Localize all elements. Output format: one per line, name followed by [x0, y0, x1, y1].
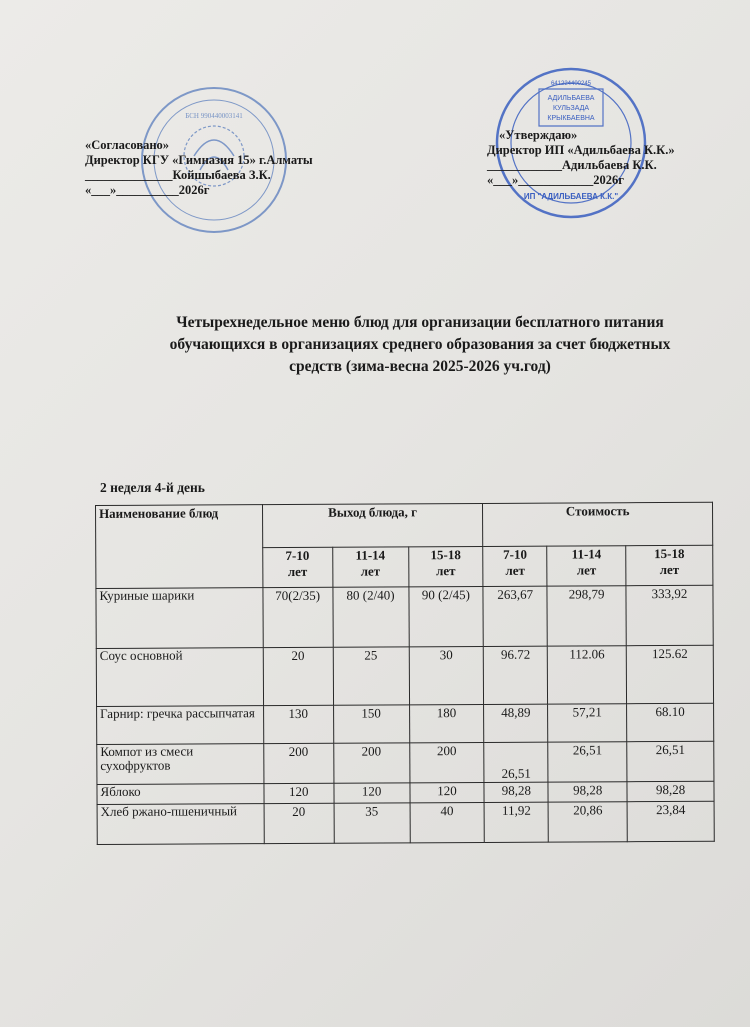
table-row — [96, 585, 713, 648]
cost-cell: 48,89 — [484, 704, 548, 742]
yield-cell: 20 — [264, 803, 334, 843]
approval-left-signature: ______________Койшыбаева З.К. — [85, 168, 271, 182]
approval-right — [487, 128, 675, 188]
svg-text:АДИЛЬБАЕВА: АДИЛЬБАЕВА — [547, 95, 595, 102]
svg-text:ИП "АДИЛЬБАЕВА К.К.": ИП "АДИЛЬБАЕВА К.К." — [523, 192, 619, 201]
dish-name: Гарнир: гречка рассыпчатая — [97, 706, 264, 745]
cost-cell: 333,92 — [626, 585, 713, 645]
title-line: Четырехнедельное меню блюд для организации бесплатного питания — [176, 314, 664, 331]
cost-cell: 26,51 — [484, 742, 548, 782]
header-age-group: 7-10 лет — [262, 547, 332, 587]
header-cost: Стоимость — [483, 502, 713, 546]
svg-text:641224400245: 641224400245 — [550, 81, 592, 87]
approval-left-position: Директор КГУ «Гимназия 15» г.Алматы — [85, 153, 313, 167]
approval-right-date: «___»____________2026г — [487, 173, 624, 187]
cost-cell: 263,67 — [483, 586, 547, 646]
yield-cell: 20 — [263, 647, 333, 705]
table-row — [97, 741, 714, 784]
cost-cell: 98,28 — [627, 781, 714, 801]
title-line: средств (зима-весна 2025-2026 уч.год) — [289, 358, 551, 375]
header-age-group: 11-14 лет — [547, 546, 626, 586]
approval-right-position: Директор ИП «Адильбаева К.К.» — [487, 143, 675, 157]
yield-cell: 25 — [333, 647, 409, 705]
cost-cell: 23,84 — [627, 801, 714, 841]
yield-cell: 200 — [263, 743, 333, 783]
yield-cell: 40 — [410, 802, 485, 842]
yield-cell: 70(2/35) — [263, 587, 333, 647]
cost-cell: 98,28 — [548, 782, 627, 802]
header-dish-name: Наименование блюд — [96, 505, 263, 589]
cost-cell: 112.06 — [548, 646, 627, 704]
yield-cell: 130 — [263, 705, 333, 743]
header-yield: Выход блюда, г — [262, 503, 483, 547]
dish-name: Соус основной — [96, 648, 263, 707]
yield-cell: 150 — [333, 705, 409, 743]
cost-cell: 96.72 — [484, 646, 548, 704]
yield-cell: 90 (2/45) — [408, 586, 483, 646]
menu-table — [95, 502, 715, 845]
approval-left — [85, 138, 313, 198]
yield-cell: 80 (2/40) — [333, 587, 409, 647]
yield-cell: 180 — [409, 704, 484, 742]
yield-cell: 200 — [333, 743, 409, 783]
yield-cell: 30 — [409, 646, 484, 704]
title-line: обучающихся в организациях среднего образования за счет бюджетных — [169, 336, 671, 353]
cost-cell: 20,86 — [548, 802, 627, 842]
dish-name: Куриные шарики — [96, 588, 263, 649]
cost-cell: 125.62 — [626, 645, 713, 703]
approval-right-signature: ____________Адильбаева К.К. — [487, 158, 657, 172]
yield-cell: 120 — [264, 783, 334, 803]
approval-left-heading: «Согласовано» — [85, 138, 170, 152]
yield-cell: 200 — [409, 742, 484, 782]
cost-cell: 26,51 — [627, 741, 714, 781]
cost-cell: 11,92 — [484, 802, 548, 842]
cost-cell: 298,79 — [547, 586, 626, 646]
yield-cell: 120 — [334, 783, 410, 803]
table-row — [97, 801, 714, 844]
cost-cell: 26,51 — [548, 742, 627, 782]
table-row — [97, 703, 714, 744]
yield-cell: 35 — [334, 803, 410, 843]
header-age-group: 7-10 лет — [483, 546, 547, 586]
header-age-group: 15-18 лет — [408, 546, 483, 586]
approval-left-date: «___»__________2026г — [85, 183, 210, 197]
cost-cell: 57,21 — [548, 704, 627, 742]
cost-cell: 68.10 — [627, 703, 714, 741]
svg-text:КУЛЬЗАДА: КУЛЬЗАДА — [552, 105, 590, 112]
yield-cell: 120 — [409, 782, 484, 802]
document-title — [100, 312, 740, 378]
header-age-group: 11-14 лет — [332, 547, 408, 587]
cost-cell: 98,28 — [484, 782, 548, 802]
table-row — [96, 645, 713, 706]
dish-name: Хлеб ржано-пшеничный — [97, 804, 264, 845]
dish-name: Яблоко — [97, 784, 264, 805]
svg-text:КРЫКБАЕВНА: КРЫКБАЕВНА — [547, 115, 595, 122]
week-day-label: 2 неделя 4-й день — [100, 480, 205, 495]
header-age-group: 15-18 лет — [626, 545, 713, 585]
approval-right-heading: «Утверждаю» — [499, 128, 578, 142]
dish-name: Компот из смеси сухофруктов — [97, 744, 264, 785]
svg-text:БСН 990440003141: БСН 990440003141 — [185, 112, 243, 120]
